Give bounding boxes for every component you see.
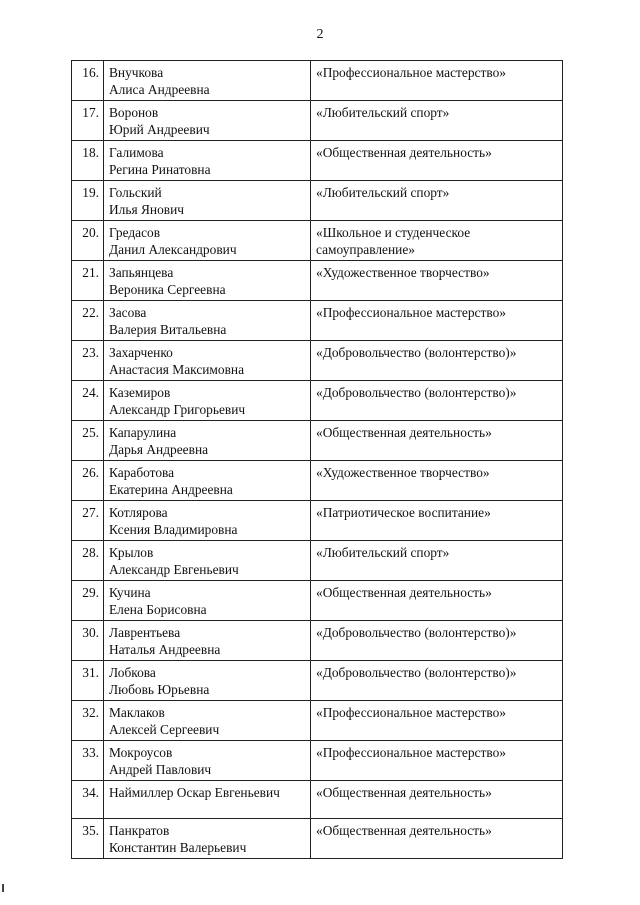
table-row (72, 61, 563, 101)
person-given-names: Константин Валерьевич (109, 840, 247, 855)
table-body (72, 61, 563, 859)
person-name-cell (104, 181, 311, 221)
row-number: 30. (72, 621, 104, 661)
person-name-cell (104, 221, 311, 261)
person-given-names: Данил Александрович (109, 242, 237, 257)
row-number: 23. (72, 341, 104, 381)
person-given-names: Регина Ринатовна (109, 162, 211, 177)
person-given-names: Вероника Сергеевна (109, 282, 226, 297)
person-given-names: Юрий Андреевич (109, 122, 210, 137)
person-given-names: Александр Григорьевич (109, 402, 246, 417)
person-name-cell (104, 421, 311, 461)
row-number: 24. (72, 381, 104, 421)
category-cell (311, 541, 563, 581)
row-number: 28. (72, 541, 104, 581)
category-cell (311, 421, 563, 461)
table-row (72, 181, 563, 221)
category-label: «Художественное творчество» (316, 265, 490, 280)
table-row (72, 741, 563, 781)
row-number: 29. (72, 581, 104, 621)
person-given-names: Алиса Андреевна (109, 82, 210, 97)
row-number: 19. (72, 181, 104, 221)
person-surname: Запьянцева (109, 265, 174, 280)
person-name-cell (104, 501, 311, 541)
row-number: 26. (72, 461, 104, 501)
table-row (72, 141, 563, 181)
person-name-cell (104, 381, 311, 421)
person-surname: Захарченко (109, 345, 173, 360)
row-number: 33. (72, 741, 104, 781)
person-surname: Крылов (109, 545, 154, 560)
category-cell (311, 701, 563, 741)
table-row (72, 381, 563, 421)
category-label: «Общественная деятельность» (316, 785, 492, 800)
category-label: «Школьное и студенческое (316, 225, 471, 240)
person-name-cell (104, 341, 311, 381)
person-name-cell (104, 741, 311, 781)
row-number: 21. (72, 261, 104, 301)
category-label: «Любительский спорт» (316, 545, 450, 560)
category-cell (311, 381, 563, 421)
person-name-cell (104, 661, 311, 701)
category-cell (311, 221, 563, 261)
person-given-names: Наталья Андреевна (109, 642, 221, 657)
person-given-names: Александр Евгеньевич (109, 562, 239, 577)
category-label: «Общественная деятельность» (316, 823, 492, 838)
person-surname: Галимова (109, 145, 164, 160)
row-number: 35. (72, 819, 104, 859)
person-name-cell (104, 581, 311, 621)
row-number: 27. (72, 501, 104, 541)
table-row (72, 101, 563, 141)
person-name-cell (104, 461, 311, 501)
table-row (72, 621, 563, 661)
category-cell (311, 781, 563, 819)
table-row (72, 341, 563, 381)
category-cell (311, 819, 563, 859)
category-cell (311, 741, 563, 781)
category-cell (311, 501, 563, 541)
person-name-cell (104, 61, 311, 101)
person-surname: Маклаков (109, 705, 165, 720)
row-number: 20. (72, 221, 104, 261)
row-number: 18. (72, 141, 104, 181)
person-surname: Котлярова (109, 505, 168, 520)
person-given-names: Дарья Андреевна (109, 442, 209, 457)
category-cell (311, 141, 563, 181)
category-label: «Общественная деятельность» (316, 425, 492, 440)
row-number: 22. (72, 301, 104, 341)
person-surname: Панкратов (109, 823, 170, 838)
category-label: «Любительский спорт» (316, 185, 450, 200)
table-row (72, 221, 563, 261)
category-cell (311, 341, 563, 381)
person-surname: Каработова (109, 465, 175, 480)
row-number: 32. (72, 701, 104, 741)
category-label: «Любительский спорт» (316, 105, 450, 120)
table-row (72, 661, 563, 701)
person-surname: Гредасов (109, 225, 161, 240)
person-given-names: Елена Борисовна (109, 602, 207, 617)
person-surname: Засова (109, 305, 147, 320)
category-label: «Профессиональное мастерство» (316, 705, 506, 720)
category-cell (311, 261, 563, 301)
category-label: «Профессиональное мастерство» (316, 305, 506, 320)
category-label: «Добровольчество (волонтерство)» (316, 625, 517, 640)
person-name-cell (104, 261, 311, 301)
category-label: «Профессиональное мастерство» (316, 65, 506, 80)
category-cell (311, 301, 563, 341)
category-label: «Общественная деятельность» (316, 585, 492, 600)
category-cell (311, 461, 563, 501)
table-row (72, 461, 563, 501)
table-row (72, 301, 563, 341)
table-row (72, 819, 563, 859)
person-given-names: Ксения Владимировна (109, 522, 238, 537)
table-row (72, 421, 563, 461)
category-cell (311, 581, 563, 621)
table-row (72, 501, 563, 541)
person-surname: Гольский (109, 185, 162, 200)
person-surname: Каземиров (109, 385, 171, 400)
row-number: 16. (72, 61, 104, 101)
category-label: «Общественная деятельность» (316, 145, 492, 160)
person-surname: Мокроусов (109, 745, 173, 760)
person-name-cell (104, 781, 311, 819)
category-label: «Профессиональное мастерство» (316, 745, 506, 760)
category-label: «Патриотическое воспитание» (316, 505, 491, 520)
row-number: 25. (72, 421, 104, 461)
category-cell (311, 61, 563, 101)
person-surname: Лобкова (109, 665, 156, 680)
person-name-cell (104, 541, 311, 581)
category-label: «Добровольчество (волонтерство)» (316, 665, 517, 680)
category-label: «Добровольчество (волонтерство)» (316, 385, 517, 400)
person-name-cell (104, 141, 311, 181)
person-name-cell (104, 621, 311, 661)
person-surname: Внучкова (109, 65, 164, 80)
person-given-names: Валерия Витальевна (109, 322, 227, 337)
person-name-cell (104, 101, 311, 141)
category-label: «Добровольчество (волонтерство)» (316, 345, 517, 360)
category-cell (311, 661, 563, 701)
person-name-cell (104, 819, 311, 859)
person-given-names: Алексей Сергеевич (109, 722, 220, 737)
table-row (72, 581, 563, 621)
person-given-names: Анастасия Максимовна (109, 362, 245, 377)
category-label: «Художественное творчество» (316, 465, 490, 480)
awardees-table (71, 60, 563, 859)
person-name-cell (104, 301, 311, 341)
table-row (72, 781, 563, 819)
person-name-cell (104, 701, 311, 741)
category-label-continued: самоуправление» (316, 242, 415, 257)
table-row (72, 701, 563, 741)
table-row (72, 541, 563, 581)
scan-mark (2, 884, 4, 892)
row-number: 34. (72, 781, 104, 819)
person-given-names: Андрей Павлович (109, 762, 212, 777)
person-given-names: Илья Янович (109, 202, 184, 217)
person-surname: Кучина (109, 585, 151, 600)
person-surname: Капарулина (109, 425, 177, 440)
table-row (72, 261, 563, 301)
person-surname: Лаврентьева (109, 625, 181, 640)
row-number: 17. (72, 101, 104, 141)
category-cell (311, 621, 563, 661)
person-given-names: Екатерина Андреевна (109, 482, 233, 497)
person-given-names: Любовь Юрьевна (109, 682, 210, 697)
person-surname: Воронов (109, 105, 159, 120)
row-number: 31. (72, 661, 104, 701)
category-cell (311, 101, 563, 141)
category-cell (311, 181, 563, 221)
person-surname: Наймиллер Оскар Евгеньевич (109, 785, 280, 800)
page-number: 2 (316, 27, 324, 42)
